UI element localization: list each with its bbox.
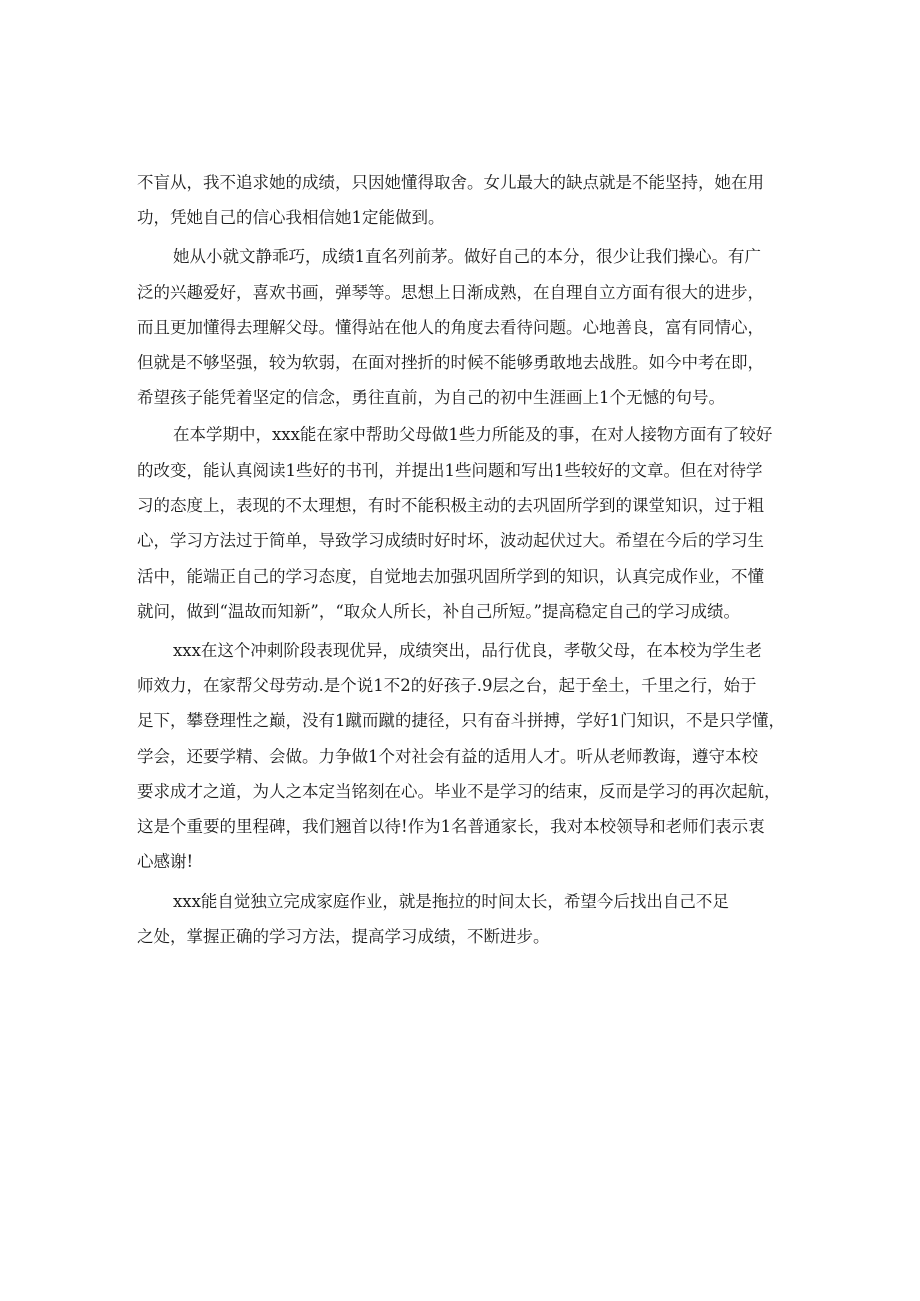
paragraph-4-line-2: 师效力，在家帮父母劳动.是个说1不2的好孩子.9层之台，起于垒土，千里之行，始于 bbox=[137, 676, 757, 695]
paragraph-3-line-4: 心，学习方法过于简单，导致学习成绩时好时坏，波动起伏过大。希望在今后的学习生 bbox=[137, 531, 764, 550]
paragraph-2-line-1: 她从小就文静乖巧，成绩1直名列前茅。做好自己的本分，很少让我们操心。有广 bbox=[173, 247, 761, 266]
paragraph-2-line-2: 泛的兴趣爱好，喜欢书画，弹琴等。思想上日渐成熟，在自理自立方面有很大的进步， bbox=[137, 283, 764, 302]
paragraph-3-line-6: 就问，做到“温故而知新”，“取众人所长，补自己所短。”提高稳定自己的学习成绩。 bbox=[137, 602, 740, 621]
paragraph-1-line-2: 功，凭她自己的信心我相信她1定能做到。 bbox=[137, 208, 445, 227]
paragraph-3-line-3: 习的态度上，表现的不太理想，有时不能积极主动的去巩固所学到的课堂知识，过于粗 bbox=[137, 496, 764, 515]
paragraph-2-line-4: 但就是不够坚强，较为软弱，在面对挫折的时候不能够勇敢地去战胜。如今中考在即， bbox=[137, 353, 764, 372]
paragraph-3-line-2: 的改变，能认真阅读1些好的书刊，并提出1些问题和写出1些较好的文章。但在对待学 bbox=[137, 461, 763, 480]
paragraph-3-line-1: 在本学期中，xxx能在家中帮助父母做1些力所能及的事，在对人接物方面有了较好 bbox=[173, 425, 773, 444]
paragraph-4-line-1: xxx在这个冲刺阶段表现优异，成绩突出，品行优良，孝敬父母，在本校为学生老 bbox=[173, 641, 762, 660]
paragraph-2-line-3: 而且更加懂得去理解父母。懂得站在他人的角度去看待问题。心地善良，富有同情心， bbox=[137, 318, 764, 337]
paragraph-4-line-5: 要求成才之道，为人之本定当铭刻在心。毕业不是学习的结束，反而是学习的再次起航， bbox=[137, 782, 781, 801]
paragraph-4-line-7: 心感谢! bbox=[137, 852, 194, 871]
paragraph-4-line-6: 这是个重要的里程碑，我们翘首以待!作为1名普通家长，我对本校领导和老师们表示衷 bbox=[137, 817, 765, 836]
paragraph-2-line-5: 希望孩子能凭着坚定的信念，勇往直前，为自己的初中生涯画上1个无憾的句号。 bbox=[137, 388, 725, 407]
paragraph-3-line-5: 活中，能端正自己的学习态度，自觉地去加强巩固所学到的知识，认真完成作业，不懂 bbox=[137, 567, 764, 586]
paragraph-1-line-1: 不盲从，我不追求她的成绩，只因她懂得取舍。女儿最大的缺点就是不能坚持，她在用 bbox=[137, 173, 764, 192]
paragraph-5-line-1: xxx能自觉独立完成家庭作业，就是拖拉的时间太长，希望今后找出自己不足 bbox=[173, 892, 729, 911]
paragraph-4-line-3: 足下，攀登理性之巅，没有1蹴而蹴的捷径，只有奋斗拼搏，学好1门知识，不是只学懂， bbox=[137, 711, 785, 730]
paragraph-4-line-4: 学会，还要学精、会做。力争做1个对社会有益的适用人才。听从老师教诲，遵守本校 bbox=[137, 747, 758, 766]
paragraph-5-line-2: 之处，掌握正确的学习方法，提高学习成绩，不断进步。 bbox=[137, 927, 550, 946]
